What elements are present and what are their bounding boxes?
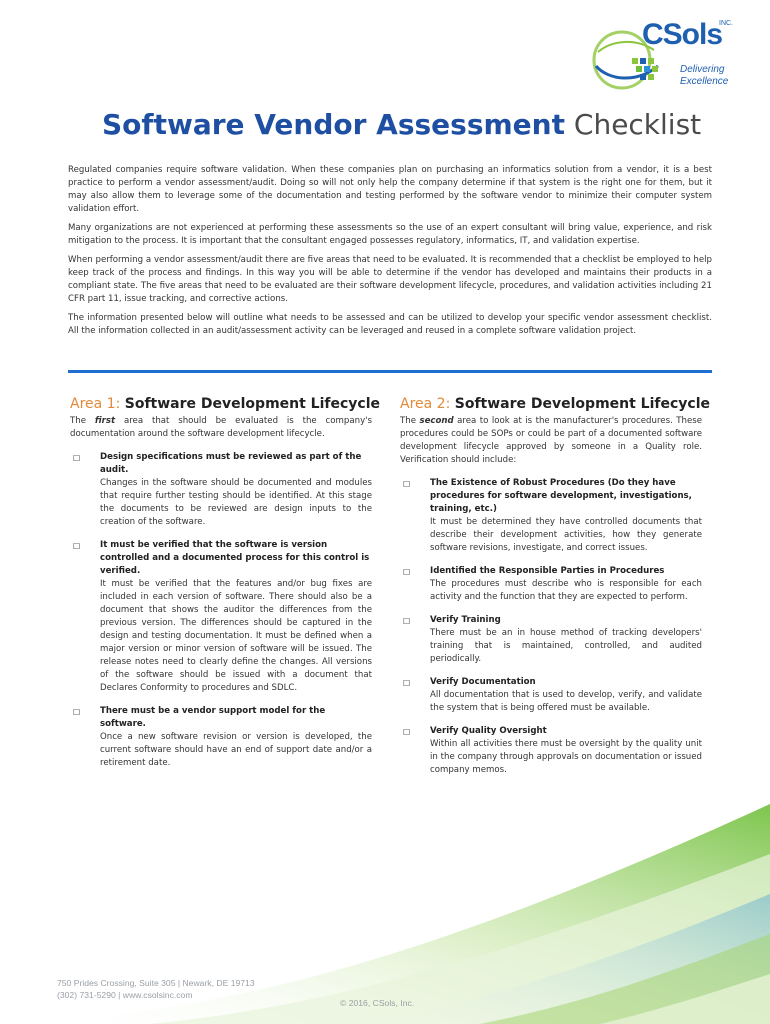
area-2-lead-pre: The — [400, 416, 416, 426]
checklist-item — [70, 451, 372, 529]
checklist-item — [400, 565, 702, 604]
intro-paragraph: Regulated companies require software validation. When these companies plan on purchasing an informatics solution from a vendor, it is a best practice to perform a vendor assessment/audit. Doing so will not only help the company determine if that system is the right one for them, but it may also allow them to leverage some of the documentation and testing performed by the software vendor to minimize their computer system validation effort. — [68, 165, 712, 214]
area-1-lead-pre: The — [70, 416, 86, 426]
logo-tagline-line2: Excellence — [680, 76, 729, 87]
page-title — [102, 108, 701, 141]
area-2-number: Area 2: — [400, 396, 451, 412]
footer-address-block — [57, 977, 255, 1001]
footer-address: 750 Prides Crossing, Suite 305 | Newark, DE 19713 — [57, 978, 255, 988]
checkbox-icon[interactable]: ☐ — [403, 480, 411, 489]
checklist-item-title: The Existence of Robust Procedures (Do they have procedures for software development, investigations, training, etc.) — [430, 478, 692, 514]
area-2-name: Software Development Lifecycle — [454, 396, 711, 412]
area-1-number: Area 1: — [70, 396, 121, 412]
checklist-item-body: All documentation that is used to develop, verify, and validate the system that is being offered must be available. — [430, 690, 702, 713]
checklist-item — [70, 539, 372, 695]
checklist-item-body: Changes in the software should be documented and modules that require further testing should be identified. At this stage the documents to be reviewed are design inputs to the creation of the software. — [100, 478, 372, 527]
area-1-name: Software Development Lifecycle — [124, 396, 381, 412]
checklist-item-body: Within all activities there must be oversight by the quality unit in the company through approvals on documentation or issued company memos. — [430, 739, 702, 775]
checklist-item-body: The procedures must describe who is responsible for each activity and the function that they are expected to perform. — [430, 579, 702, 602]
logo-brand: CSols — [642, 18, 723, 51]
area-1-lead-emphasis: first — [94, 416, 116, 426]
area-2-column — [400, 395, 711, 787]
checklist-item-title: Identified the Responsible Parties in Procedures — [430, 566, 665, 576]
checklist-item-title: Verify Quality Oversight — [430, 726, 547, 736]
title-light: Checklist — [573, 108, 702, 141]
checkbox-icon[interactable]: ☐ — [73, 454, 81, 463]
area-1-lead — [70, 415, 372, 441]
section-divider — [68, 370, 712, 373]
checklist-item — [400, 725, 702, 777]
checklist-item-title: It must be verified that the software is version controlled and a documented process for this control is verified. — [100, 540, 370, 576]
checklist-item-title: There must be a vendor support model for the software. — [100, 706, 326, 729]
checklist-item-title: Verify Documentation — [430, 677, 536, 687]
checkbox-icon[interactable]: ☐ — [73, 542, 81, 551]
checklist-item — [400, 676, 702, 715]
logo-tagline-line1: Delivering — [680, 64, 725, 75]
checklist-item — [400, 477, 702, 555]
intro-paragraph: When performing a vendor assessment/audit there are five areas that need to be evaluated. It is recommended that a checklist be employed to help keep track of the process and findings. In this way you will be able to determine if the vendor has developed and maintains their products in a compliant state. The five areas that need to be evaluated are their software development lifecycle, procedures, and validation activities including 21 CFR part 11, issue tracking, and corrective actions. — [68, 255, 712, 304]
checklist-item-body: It must be determined they have controlled documents that describe their development activities, how they generate software revisions, investigate, and correct issues. — [430, 517, 702, 553]
area-2-lead-emphasis: second — [419, 416, 454, 426]
checklist-item-body: There must be an in house method of tracking developers' training that is maintained, controlled, and audited periodically. — [430, 628, 702, 664]
intro-paragraph: The information presented below will outline what needs to be assessed and can be utilized to develop your specific vendor assessment checklist. All the information collected in an audit/assessment activity can be leveraged and reused in a complete software validation project. — [68, 313, 712, 336]
intro-section — [68, 164, 712, 344]
checklist-item — [400, 614, 702, 666]
checkbox-icon[interactable]: ☐ — [73, 708, 81, 717]
logo-inc: INC. — [719, 20, 733, 27]
area-1-heading — [70, 395, 381, 413]
intro-paragraph: Many organizations are not experienced at performing these assessments so the use of an expert consultant will bring value, experience, and risk mitigation to the process. It is important that the consultant engaged possesses regulatory, informatics, IT, and validation expertise. — [68, 223, 712, 246]
checklist-item-body: It must be verified that the features and/or bug fixes are included in each version of software. There should also be a document that shows the auditor the differences from the previous version. The differences should be captured in the design and testing documentation. It must be defined when a major version or minor version of software will be issued. The release notes need to clearly define the changes. All versions of the software should be issued with a document that Declares Conformity to procedures and SDLC. — [100, 579, 372, 693]
checkbox-icon[interactable]: ☐ — [403, 568, 411, 577]
area-2-lead-post: area to look at is the manufacturer's procedures. These procedures could be SOPs or could be part of a documented software development lifecycle approved by someone in a Quality role. Verification should include: — [400, 416, 703, 465]
checklist-item-body: Once a new software revision or version is developed, the current software should have an end of support date and/or a retirement date. — [100, 732, 372, 768]
checkbox-icon[interactable]: ☐ — [403, 728, 411, 737]
footer-copyright: © 2016, CSols, Inc. — [340, 998, 415, 1008]
checklist-item-title: Verify Training — [430, 615, 501, 625]
csols-logo — [588, 14, 748, 104]
area-1-column — [70, 395, 381, 780]
checklist-item — [70, 705, 372, 770]
area-2-heading — [400, 395, 711, 413]
checklist-item-title: Design specifications must be reviewed as part of the audit. — [100, 452, 362, 475]
footer-contact[interactable]: (302) 731-5290 | www.csolsinc.com — [57, 990, 193, 1000]
title-bold: Software Vendor Assessment — [102, 108, 565, 141]
area-1-lead-post: area that should be evaluated is the company's documentation around the software development lifecycle. — [70, 416, 373, 439]
checkbox-icon[interactable]: ☐ — [403, 679, 411, 688]
logo-tagline — [680, 64, 728, 88]
area-2-lead — [400, 415, 702, 467]
checkbox-icon[interactable]: ☐ — [403, 617, 411, 626]
